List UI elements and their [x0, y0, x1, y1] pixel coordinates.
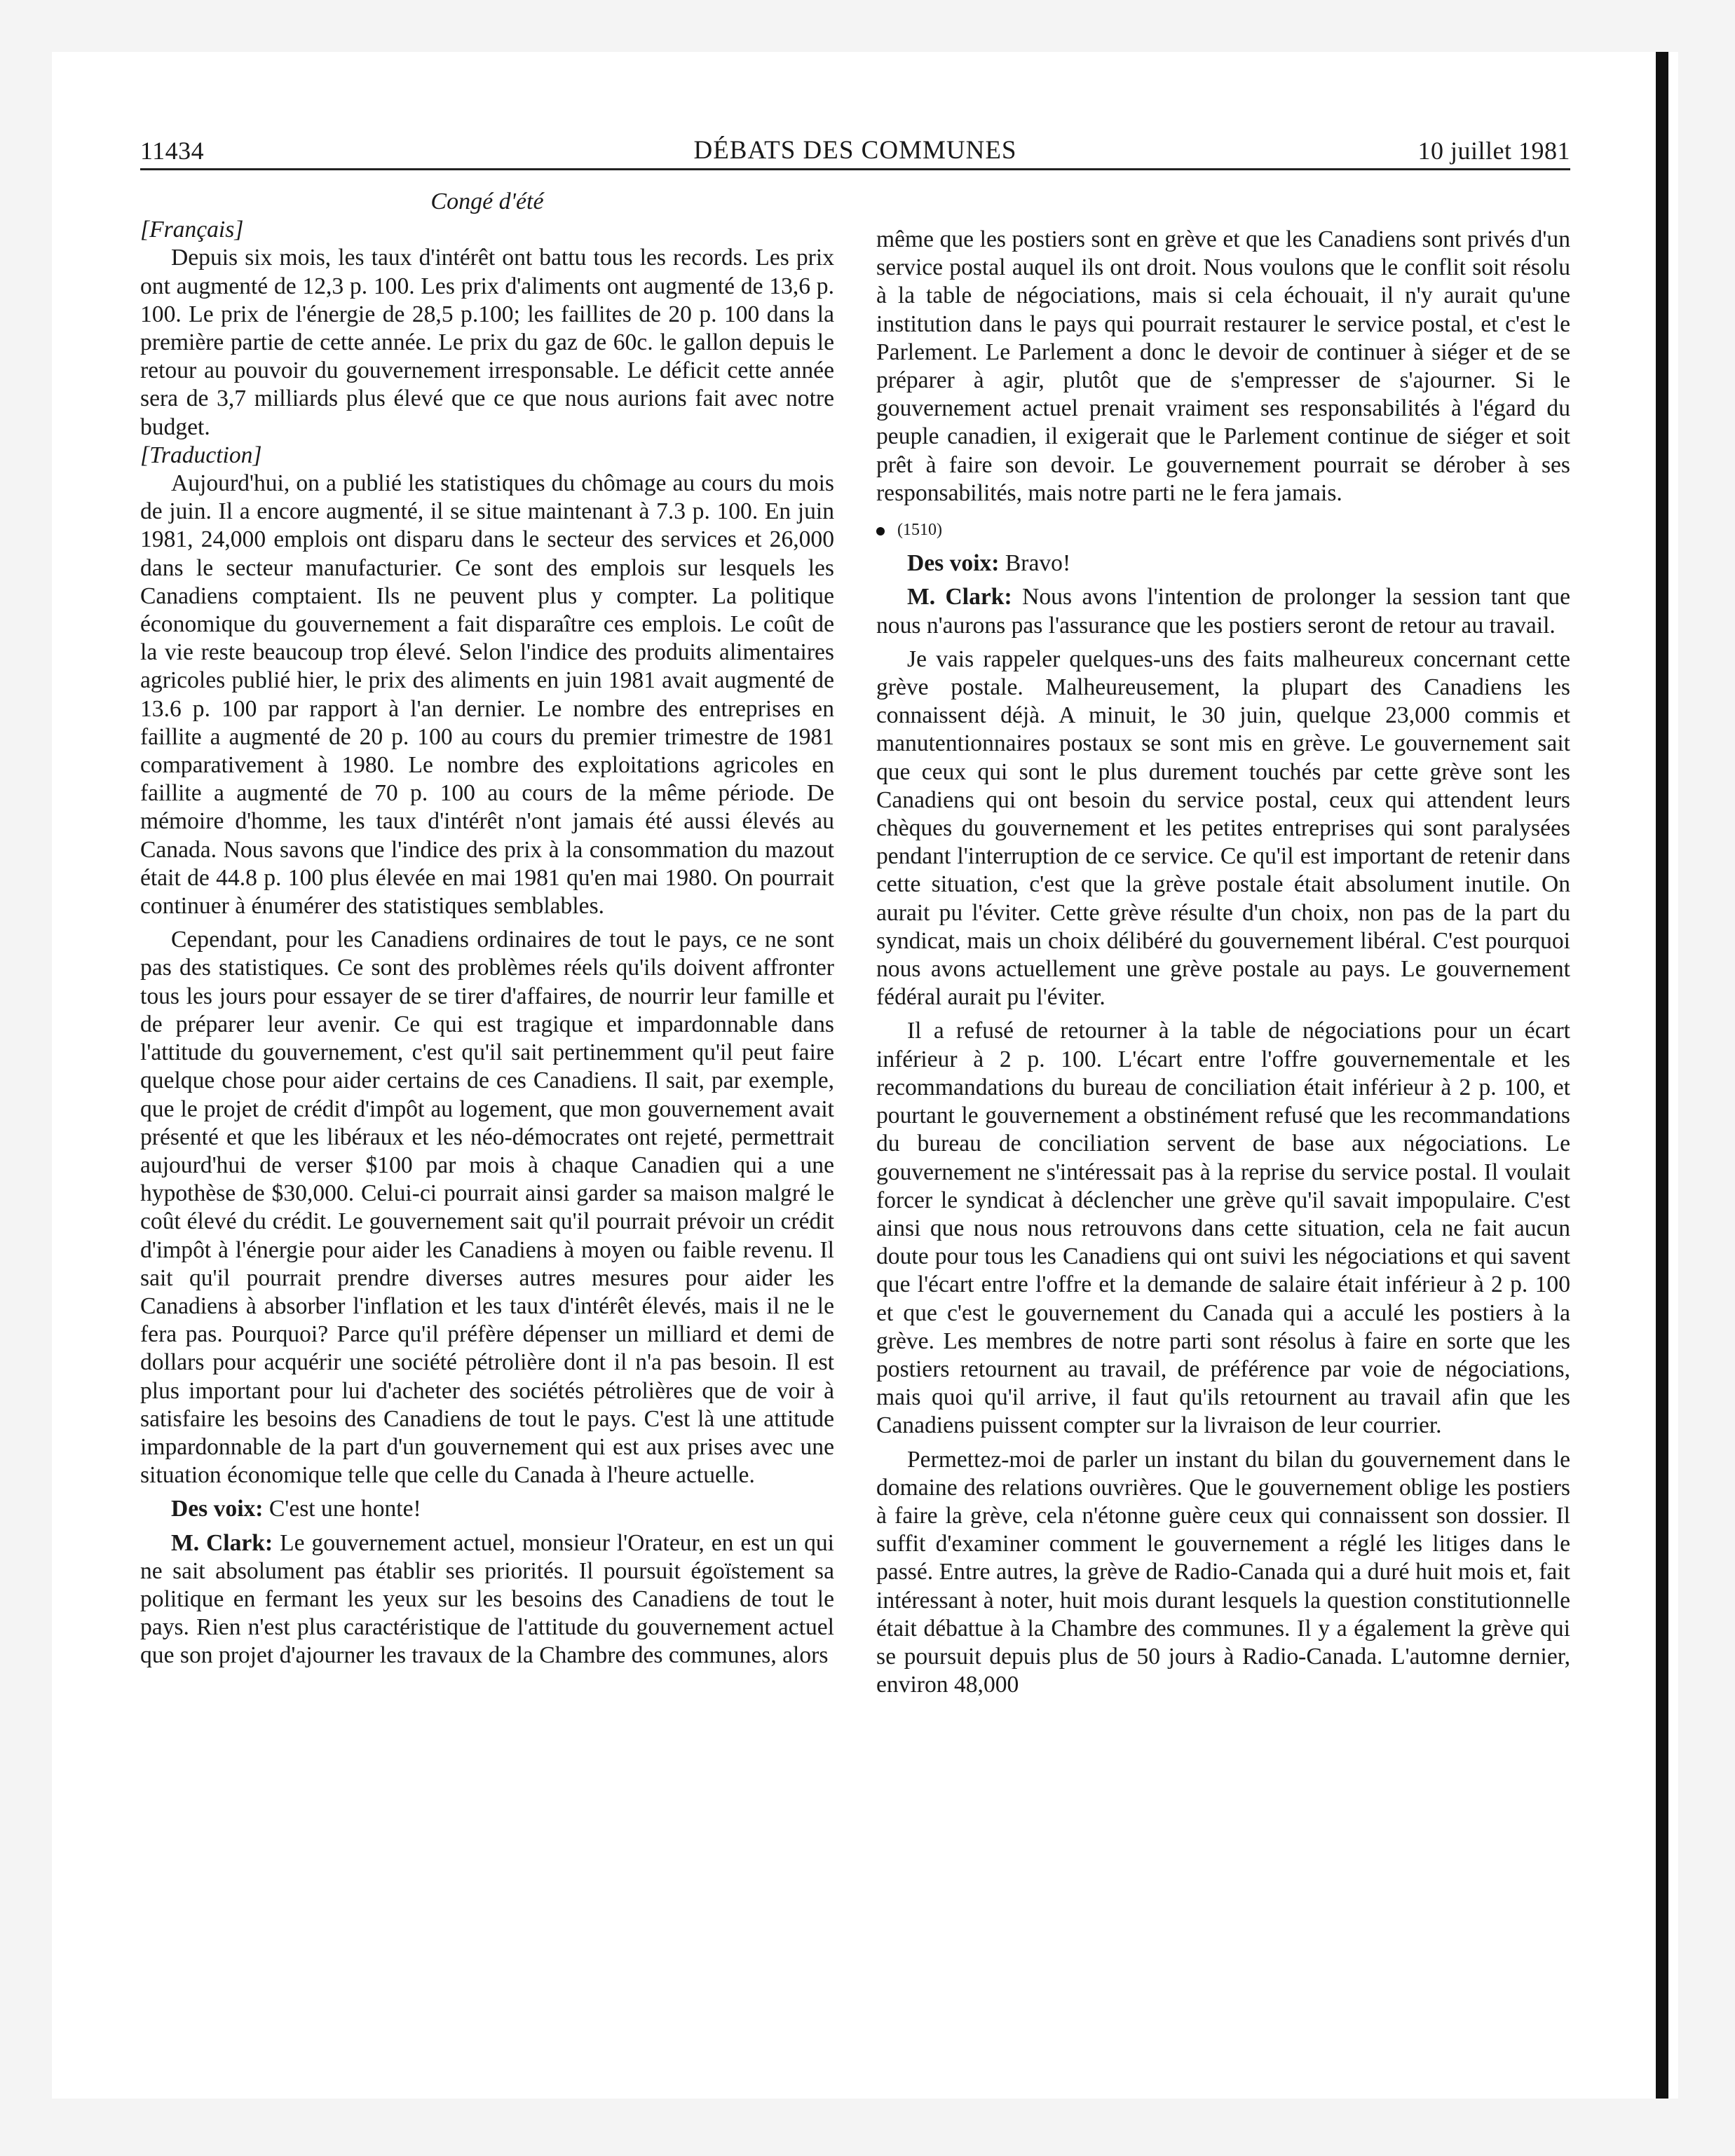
language-tag-french: [Français]	[140, 217, 244, 243]
paragraph: Cependant, pour les Canadiens ordinaires de tout le pays, ce ne sont pas des statistiques. Ce sont des problèmes réels qu'ils doivent affronter tous les jours pour essayer de se tirer d'affaires, de nourrir leur famille et de préparer leur avenir. Ce qui est tragique et impardonnable dans l'attitude du gouvernement, c'est qu'il sait pertinemment qu'il peut faire quelque chose pour aider certains de ces Canadiens. Il sait, par exemple, que le projet de crédit d'impôt au logement, que mon gouvernement avait présenté et que les libéraux et les néo-démocrates ont rejeté, permettrait aujourd'hui de verser $100 par mois à chaque Canadien qui a une hypothèse de $30,000. Celui-ci pourrait ainsi garder sa maison malgré le coût élevé du crédit. Le gouvernement sait qu'il pourrait prévoir un crédit d'impôt à l'énergie pour aider les Canadiens à moyen ou faible revenu. Il sait qu'il pourrait prendre diverses autres mesures pour aider les Canadiens à absorber l'inflation et les taux d'intérêt élevés, mais il ne le fera pas. Pourquoi? Parce qu'il préfère dépenser un milliard et demi de dollars pour acquérir une société pétrolière dont il n'a pas besoin. Il est plus important pour lui d'acheter des sociétés pétrolières que de voir à satisfaire les besoins des Canadiens de tout le pays. C'est là une attitude impardonnable de la part d'un gouvernement qui est aux prises avec une situation économique telle que celle du Canada à l'heure actuelle.	[140, 927, 834, 1489]
publication-title: DÉBATS DES COMMUNES	[693, 136, 1017, 165]
left-column	[140, 188, 834, 1670]
section-rubric: Congé d'été	[430, 189, 544, 214]
time-stamp: (1510)	[897, 521, 942, 540]
speaker-name: M. Clark:	[907, 584, 1012, 610]
speech-text: Le gouvernement actuel, monsieur l'Orateur, en est un qui ne sait absolument pas établir ses priorités. Il poursuit égoïstement sa politique en fermant les yeux sur les besoins des Canadiens de tout le pays. Rien n'est plus caractéristique de l'attitude du gouvernement actuel que son projet d'ajourner les travaux de la Chambre des communes, alors	[140, 1529, 834, 1669]
speaker-paragraph	[876, 583, 1570, 639]
paragraph-continued: même que les postiers sont en grève et que les Canadiens sont privés d'un service postal auquel ils ont droit. Nous voulons que le conflit soit résolu à la table de négociations, mais si cela échouait, il n'y aurait qu'une institution dans le pays qui pourrait restaurer le service postal, et c'est le Parlement. Le Parlement a donc le devoir de continuer à siéger et de se préparer à agir, plutôt que de s'empresser de s'ajourner. Si le gouvernement actuel prenait vraiment ses responsabilités à l'égard du peuple canadien, il exigerait que le Parlement continue de siéger et soit prêt à faire son devoir. Le gouvernement pourrait se dérober à ses responsabilités, mais notre parti ne le fera jamais.	[876, 226, 1570, 506]
bullet-icon	[876, 527, 885, 535]
paragraph: Depuis six mois, les taux d'intérêt ont battu tous les records. Les prix ont augmenté de 12,3 p. 100. Les prix d'aliments ont augmenté de 13,6 p. 100. Le prix de l'énergie de 28,5 p.100; les faillites de 20 p. 100 dans la première partie de cette année. Le prix du gaz de 60c. le gallon depuis le retour au pouvoir du gouvernement irresponsable. Le déficit cette année sera de 3,7 milliards plus élevé que ce que nous aurions fait avec notre budget.	[140, 245, 834, 440]
speaker-name: M. Clark:	[171, 1529, 273, 1556]
speaker-name: Des voix:	[171, 1496, 264, 1522]
paragraph: Permettez-moi de parler un instant du bilan du gouvernement dans le domaine des relations ouvrières. Que le gouvernement oblige les postiers à faire la grève, cela n'étonne guère ceux qui connaissent son dossier. Il suffit d'examiner comment le gouvernement a réglé les litiges dans le passé. Entre autres, la grève de Radio-Canada qui a duré huit mois et, fait intéressant à noter, huit mois durant lesquels la question constitutionnelle était débattue à la Chambre des communes. Il y a également la grève qui se poursuit depuis plus de 50 jours à Radio-Canada. L'automne dernier, environ 48,000	[876, 1446, 1570, 1698]
speaker-paragraph	[140, 1495, 834, 1523]
header-rule	[140, 168, 1570, 170]
speech-text: Nous avons l'intention de prolonger la session tant que nous n'aurons pas l'assurance que les postiers seront de retour au travail.	[876, 584, 1571, 639]
time-marker	[876, 516, 1570, 544]
page-header	[140, 133, 1570, 167]
speaker-paragraph	[876, 550, 1570, 578]
speaker-paragraph	[140, 1529, 834, 1670]
page-number: 11434	[140, 137, 205, 165]
speech-text: C'est une honte!	[263, 1496, 421, 1522]
language-tag-translation: [Traduction]	[140, 442, 262, 468]
paragraph: Aujourd'hui, on a publié les statistiques du chômage au cours du mois de juin. Il a encore augmenté, il se situe maintenant à 7.3 p. 100. En juin 1981, 24,000 emplois ont disparu dans le secteur des services et 26,000 dans le secteur manufacturier. Ce sont des emplois sur lesquels les Canadiens comptaient. Ils ne peuvent plus y compter. La politique économique du gouvernement a fait disparaître ces emplois. Le coût de la vie reste beaucoup trop élevé. Selon l'indice des produits alimentaires agricoles publié hier, le prix des aliments en juin 1981 avait augmenté de 13.6 p. 100 par rapport à l'an dernier. Le nombre des entreprises en faillite a augmenté de 20 p. 100 au cours du premier trimestre de 1981 comparativement à 1980. Le nombre des exploitations agricoles en faillite a augmenté de 70 p. 100 au cours de la même période. De mémoire d'homme, les taux d'intérêt n'ont jamais été aussi élevés au Canada. Nous savons que l'indice des prix à la consommation du mazout était de 44.8 p. 100 plus élevée en mai 1981 qu'en mai 1980. On pourrait continuer à énumérer des statistiques semblables.	[140, 470, 834, 920]
speech-text: Bravo!	[999, 550, 1071, 577]
paragraph: Je vais rappeler quelques-uns des faits malheureux concernant cette grève postale. Malheureusement, la plupart des Canadiens les connaissent déjà. A minuit, le 30 juin, quelque 23,000 commis et manutentionnaires postaux se sont mis en grève. Le gouvernement sait que ceux qui sont le plus durement touchés par cette grève sont les Canadiens qui ont besoin du service postal, ceux qui attendent leurs chèques du gouvernement et les petites entreprises qui sont paralysées pendant l'interruption de ce service. Ce qu'il est important de retenir dans cette situation, c'est que la grève postale était absolument inutile. On aurait pu l'éviter. Cette grève résulte d'un choix, non pas de la part du syndicat, mais un choix délibéré du gouvernement libéral. C'est pourquoi nous avons actuellement une grève postale au pays. Le gouvernement fédéral aurait pu l'éviter.	[876, 646, 1570, 1011]
scan-edge-bar	[1656, 52, 1668, 2099]
paragraph: Il a refusé de retourner à la table de négociations pour un écart inférieur à 2 p. 100. L'écart entre l'offre gouvernementale et les recommandations du bureau de conciliation était inférieur à 2 p. 100, et pourtant le gouvernement a obstinément refusé que les recommandations du bureau de conciliation servent de base aux négociations. Le gouvernement ne s'intéressait pas à la reprise du service postal. Il voulait forcer le syndicat à déclencher une grève qu'il savait impopulaire. C'est ainsi que nous nous retrouvons dans cette situation, cela ne fait aucun doute pour tous les Canadiens qui ont suivi les négociations et qui savent que l'écart entre l'offre et la demande de salaire était inférieur à 2 p. 100 et que c'est le gouvernement du Canada qui a acculé les postiers à la grève. Les membres de notre parti sont résolus à faire en sorte que les postiers retournent au travail, de préférence par voie de négociations, mais quoi qu'il arrive, il faut qu'ils retournent au travail afin que les Canadiens puissent compter sur la livraison de leur courrier.	[876, 1018, 1570, 1439]
right-column	[876, 226, 1570, 1699]
speaker-name: Des voix:	[907, 550, 1000, 577]
issue-date: 10 juillet 1981	[1417, 137, 1570, 165]
